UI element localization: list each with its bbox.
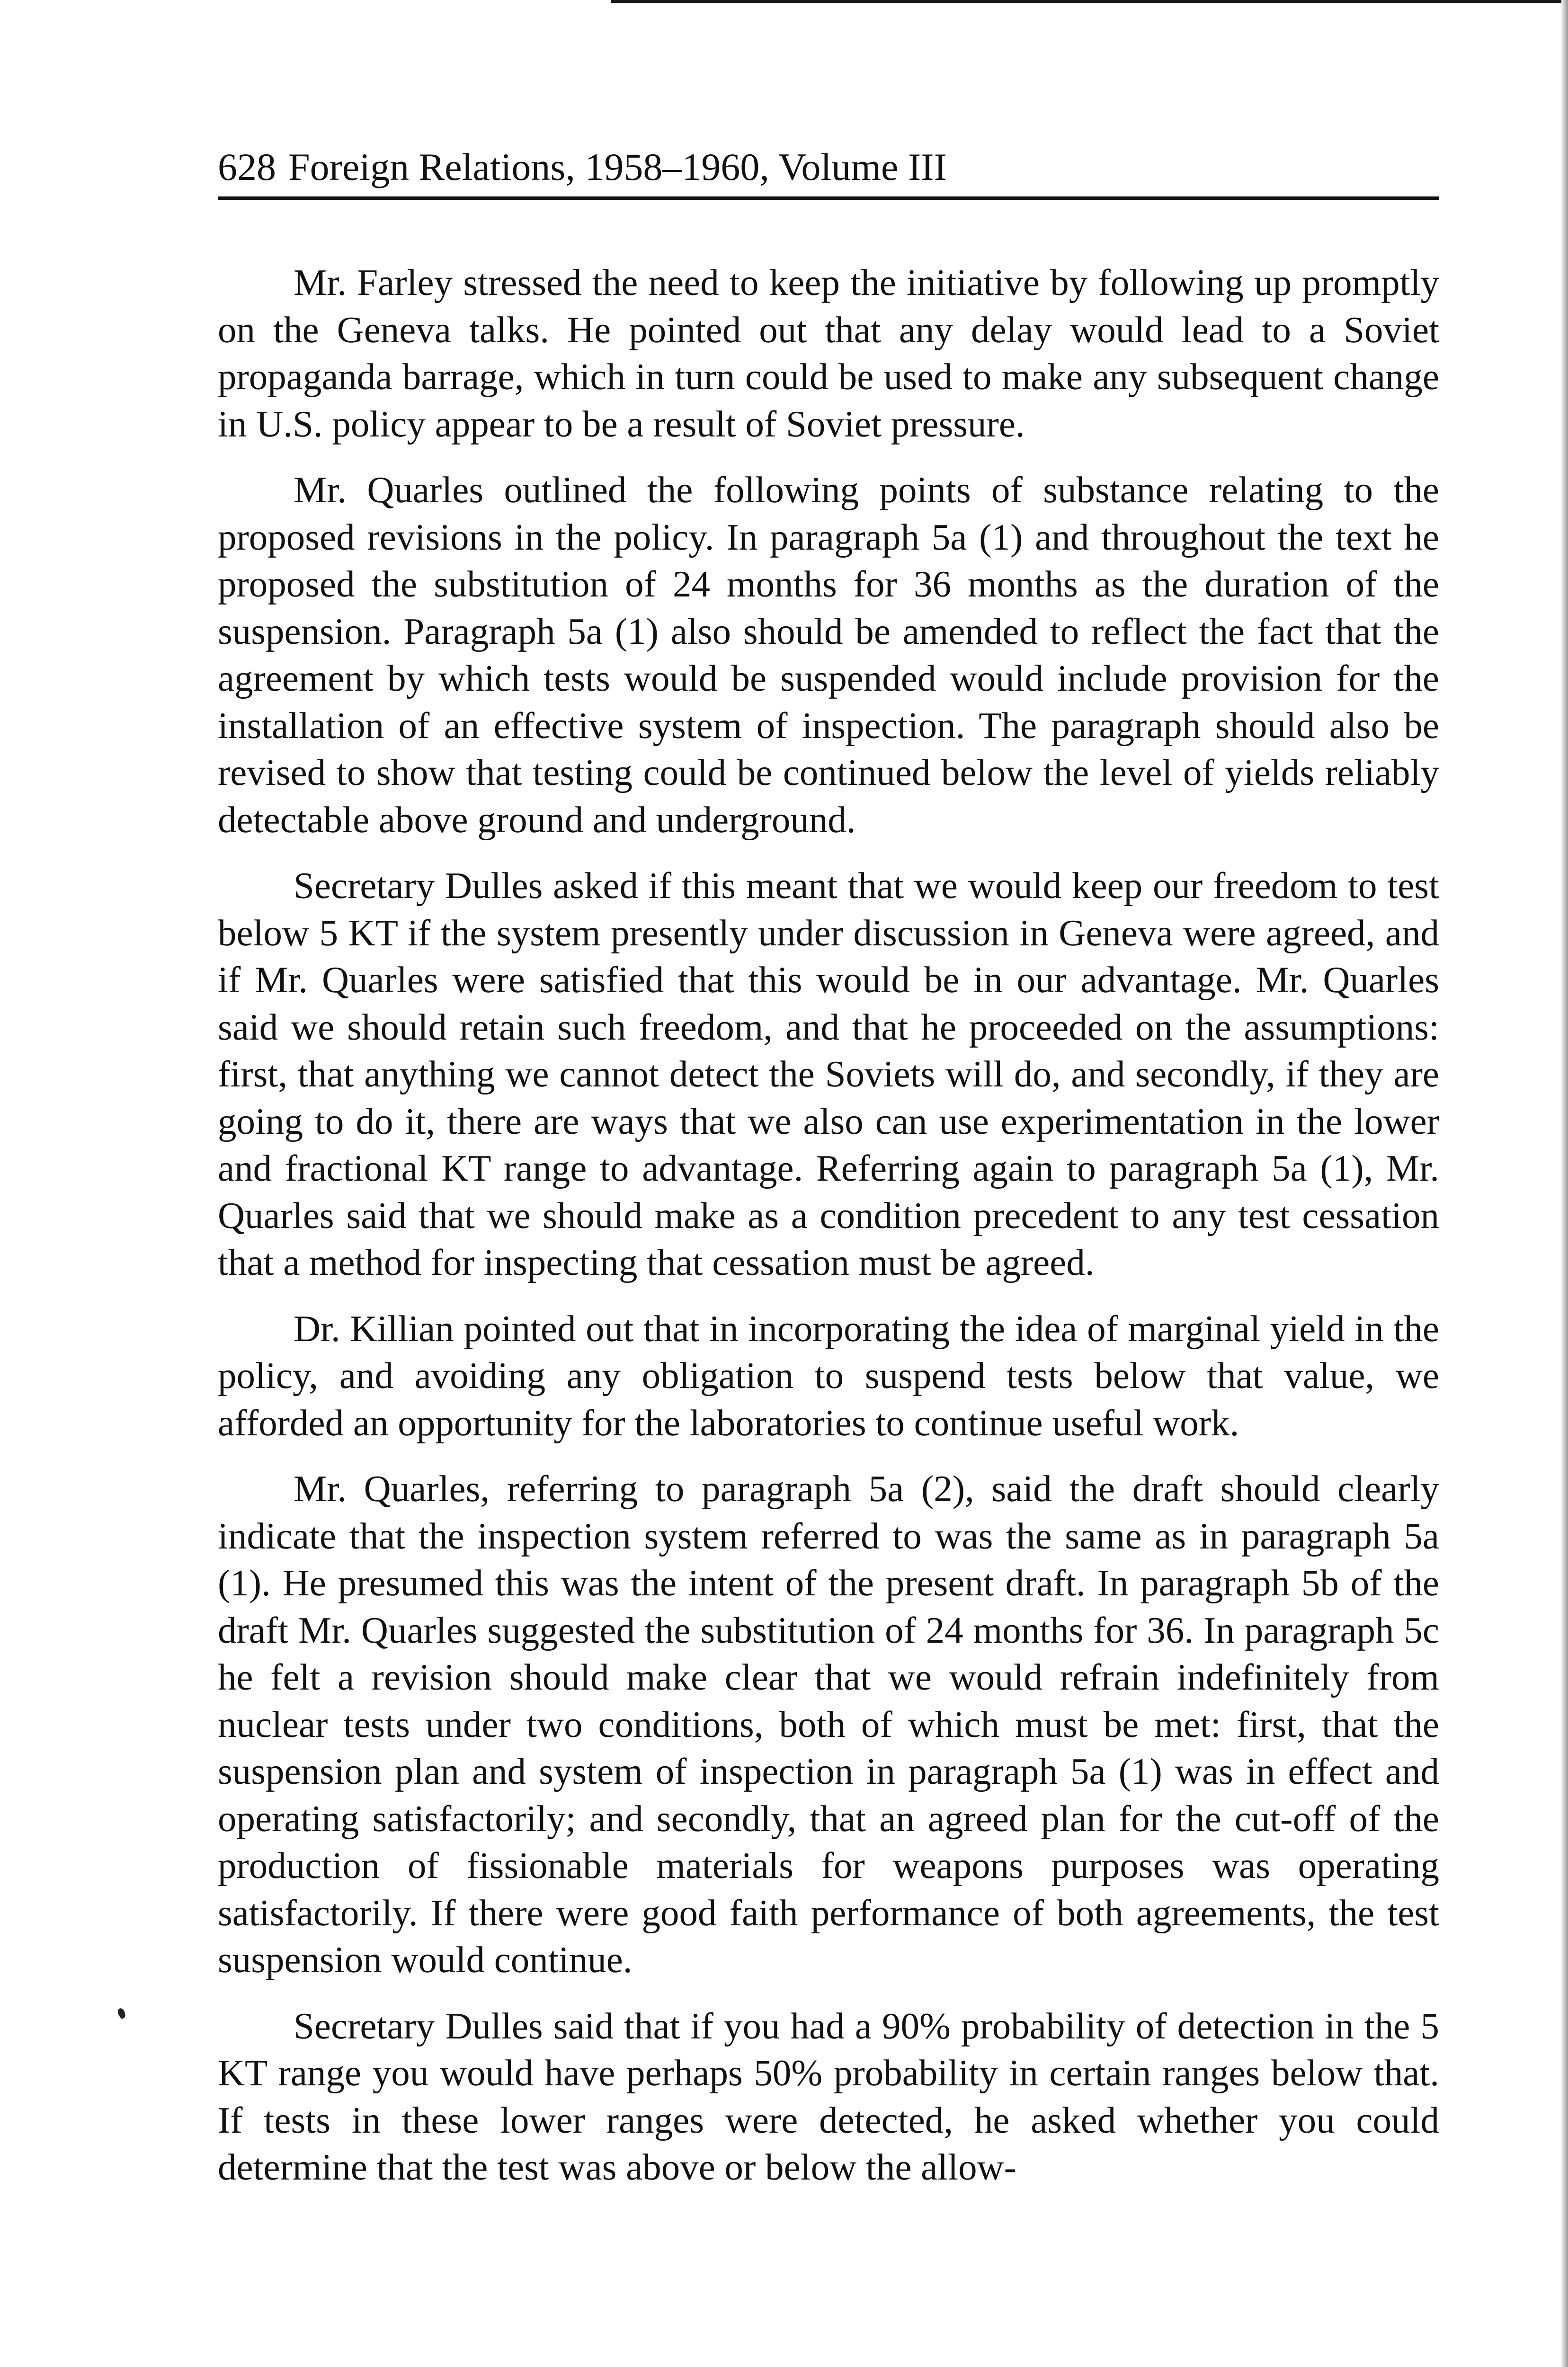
paragraph-dulles-freedom: Secretary Dulles asked if this meant that we would keep our freedom to test below 5 KT if the system presently under discussion in Geneva were agreed, and if Mr. Quarles were satisfied that this would be in our advantage. Mr. Quarles said we should retain such freedom, and that he proceeded on the assumptions: first, that anything we cannot detect the Soviets will do, and secondly, if they are going to do it, there are ways that we also can use experimentation in the lower and fractional KT range to advantage. Referring again to paragraph 5a (1), Mr. Quarles said that we should make as a condition precedent to any test cessation that a method for inspecting that cessation must be agreed. — [218, 865, 1439, 1283]
scan-speck — [116, 2007, 127, 2020]
paragraph-farley: Mr. Farley stressed the need to keep the initiative by following up promptly on the Geneva talks. He pointed out that any delay would lead to a Soviet propaganda barrage, which in turn could be used to make any subsequent change in U.S. policy appear to be a result of Soviet pressure. — [218, 262, 1439, 445]
paragraph-quarles-5a2: Mr. Quarles, referring to paragraph 5a (2), said the draft should clearly indicate that the inspection system referred to was the same as in paragraph 5a (1). He presumed this was the intent of the present draft. In paragraph 5b of the draft Mr. Quarles suggested the substitution of 24 months for 36. In paragraph 5c he felt a revision should make clear that we would refrain indefinitely from nuclear tests under two conditions, both of which must be met: first, that the suspension plan and system of inspection in paragraph 5a (1) was in effect and operating satisfactorily; and secondly, that an agreed plan for the cut-off of the production of fissionable materials for weapons purposes was operating satisfactorily. If there were good faith performance of both agreements, the test suspension would continue. — [218, 1468, 1439, 1981]
running-head — [218, 141, 1439, 200]
body-text — [218, 259, 1439, 2210]
scan-edge-right — [1561, 0, 1568, 2367]
volume-title: Foreign Relations, 1958–1960, Volume III — [288, 145, 947, 188]
paragraph-killian: Dr. Killian pointed out that in incorporating the idea of marginal yield in the policy, and avoiding any obligation to suspend tests below that value, we afforded an opportunity for the laboratories to continue useful work. — [218, 1308, 1439, 1444]
paragraph-quarles-revisions: Mr. Quarles outlined the following points of substance relating to the proposed revisions in the policy. In paragraph 5a (1) and throughout the text he proposed the substitution of 24 months for 36 months as the duration of the suspension. Paragraph 5a (1) also should be amended to reflect the fact that the agreement by which tests would be suspended would include provision for the installation of an effective system of inspection. The paragraph should also be revised to show that testing could be continued below the level of yields reliably detectable above ground and underground. — [218, 470, 1439, 841]
paragraph-dulles-probability: Secretary Dulles said that if you had a 90% probability of detection in the 5 KT range you would have perhaps 50% probability in certain ranges below that. If tests in these lower ranges were detected, he asked whether you could determine that the test was above or below the allow- — [218, 2005, 1439, 2188]
scan-edge-top — [611, 0, 1568, 3]
page-number: 628 — [218, 145, 276, 188]
